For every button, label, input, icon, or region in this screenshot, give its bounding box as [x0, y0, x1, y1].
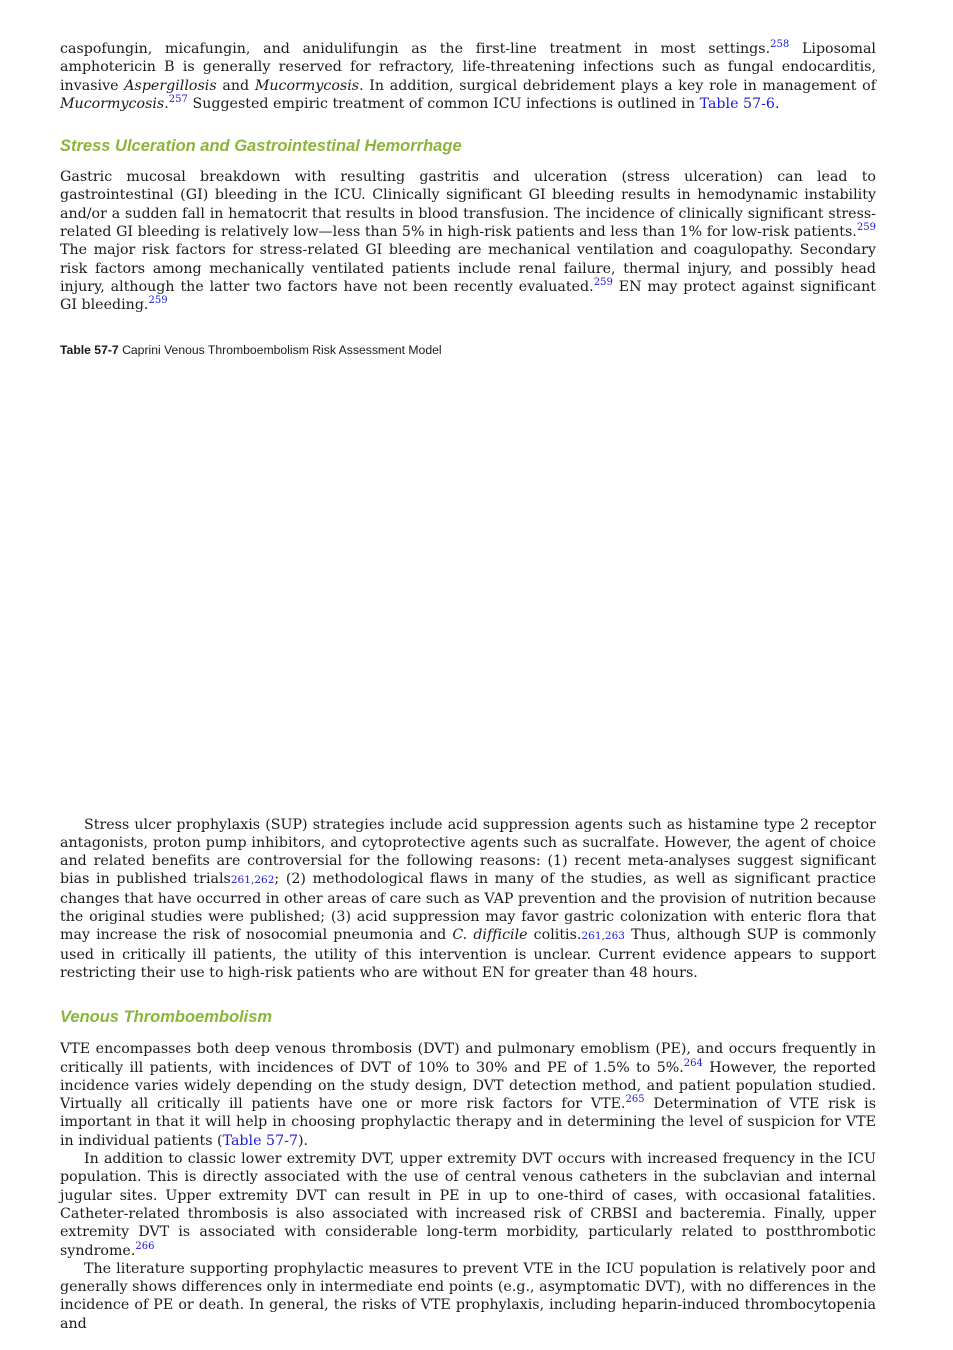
table-57-7-link[interactable]: Table 57-7 [222, 1132, 298, 1149]
stress-paragraph [60, 168, 876, 314]
table-caption [60, 342, 876, 358]
sup-paragraph [60, 816, 876, 983]
vte-paragraph-3 [60, 1260, 876, 1333]
reference-link[interactable]: 259 [593, 276, 613, 288]
vte-p1-text-4: ). [298, 1132, 309, 1149]
intro-text-2: Liposomal amphotericin B is generally reserved for refractory, life-threatening infections such as fungal endocarditis, invasive [60, 41, 876, 94]
sup-italic-cdifficile: C. difficile [452, 927, 528, 944]
stress-text-3: EN may protect against significant GI bleeding. [60, 278, 876, 314]
vte-p1-text-1: VTE encompasses both deep venous thrombosis (DVT) and pulmonary emoblism (PE), and occurs frequently in critically ill patients, with incidences of DVT of 10% to 30% and PE of 1.5% to 5%. [60, 1041, 876, 1076]
intro-paragraph [60, 40, 876, 113]
vte-p1-text-2: However, the reported incidence varies widely depending on the study design, DVT detection method, and patient population studied. Virtually all critically ill patients have one or more risk factors for VTE. [60, 1059, 876, 1113]
table-label: Table 57-7 [60, 342, 119, 357]
reference-link[interactable]: 261,263 [581, 930, 625, 943]
intro-text-6: Suggested empiric treatment of common ICU infections is outlined in [187, 95, 700, 112]
vte-paragraph-2 [60, 1150, 876, 1260]
reference-link[interactable]: 259 [148, 295, 168, 307]
stress-text-2: The major risk factors for stress-related GI bleeding are mechanical ventilation and coagulopathy. Secondary risk factors among mechanically ventilated patients include renal failure, thermal injury, and possibly head injury, although the latter two factors have not been recently evaluated. [60, 242, 876, 295]
sup-text-4: Thus, although SUP is commonly used in critically ill patients, the utility of this intervention is unclear. Current evidence appears to support restricting their use to high-risk patients who are without EN for greater than 48 hours. [60, 927, 876, 981]
vte-p2-text-1: In addition to classic lower extremity DVT, upper extremity DVT occurs with increased frequency in the ICU population. This is directly associated with the use of central venous catheters in the subclavian and internal jugular sites. Upper extremity DVT can result in PE in up to one-third of cases, with occasional fatalities. Catheter-related thrombosis is also associated with increased risk of CRBSI and bacteremia. Finally, upper extremity DVT is associated with considerable long-term morbidity, particularly related to postthrombotic syndrome. [60, 1151, 876, 1259]
intro-text-5: . [164, 95, 169, 112]
sup-text-2: ; (2) methodological flaws in many of the studies, as well as significant practice changes that have occurred in other areas of care such as VAP prevention and the provision of nutrition because the original studies were published; (3) acid suppression may favor gastric colonization with enteric flora that may increase the risk of nosocomial pneumonia and [60, 871, 876, 944]
page-content [60, 40, 876, 1333]
reference-link[interactable]: 257 [168, 93, 188, 105]
section-heading-vte: Venous Thromboembolism [60, 1008, 273, 1027]
intro-italic-aspergillosis: Aspergillosis [124, 77, 217, 94]
vte-p3-text-1: The literature supporting prophylactic measures to prevent VTE in the ICU population is relatively poor and generally shows differences only in intermediate end points (e.g., asymptomatic DVT), with no differences in the incidence of PE or death. In general, the risks of VTE prophylaxis, including heparin-induced thrombocytopenia and [60, 1260, 876, 1332]
reference-link[interactable]: 264 [683, 1057, 703, 1069]
table-title: Caprini Venous Thromboembolism Risk Assessment Model [118, 342, 442, 357]
table-57-6-link[interactable]: Table 57-6 [699, 95, 775, 112]
intro-text-3: and [216, 77, 255, 94]
reference-link[interactable]: 265 [625, 1094, 645, 1106]
stress-text-1: Gastric mucosal breakdown with resulting gastritis and ulceration (stress ulceration) can lead to gastrointestinal (GI) bleeding in the ICU. Clinically significant GI bleeding results in hemodynamic instability and/or a sudden fall in hematocrit that results in blood transfusion. The incidence of clinically significant stress-related GI bleeding is relatively low—less than 5% in high-risk patients and less than 1% for low-risk patients. [60, 169, 876, 241]
intro-text-1: caspofungin, micafungin, and anidulifungin as the first-line treatment in most settings. [60, 41, 771, 57]
vte-p1-text-3: Determination of VTE risk is important in that it will help in choosing prophylactic therapy and in determining the level of suspicion for VTE in individual patients ( [60, 1096, 876, 1149]
reference-link[interactable]: 259 [856, 222, 876, 234]
reference-link[interactable]: 258 [770, 39, 790, 50]
intro-italic-mucormycosis-2: Mucormycosis [60, 95, 165, 112]
table-placeholder-area [60, 358, 876, 816]
section-heading-stress-ulceration: Stress Ulceration and Gastrointestinal Hemorrhage [60, 137, 462, 156]
vte-paragraph-1 [60, 1040, 876, 1150]
intro-text-7: . [774, 95, 780, 112]
intro-italic-mucormycosis: Mucormycosis [254, 77, 360, 94]
reference-link[interactable]: 261,262 [230, 874, 275, 887]
sup-text-3: colitis. [527, 927, 582, 944]
sup-text-1: Stress ulcer prophylaxis (SUP) strategies include acid suppression agents such as histamine type 2 receptor antagonists, proton pump inhibitors, and cytoprotective agents such as sucralfate. However, the agent of choice and related benefits are controversial for the following reasons: (1) recent meta-analyses suggest significant bias in published trials [60, 816, 876, 888]
intro-text-4: . In addition, surgical debridement plays a key role in management of [359, 77, 876, 94]
reference-link[interactable]: 266 [135, 1240, 155, 1252]
